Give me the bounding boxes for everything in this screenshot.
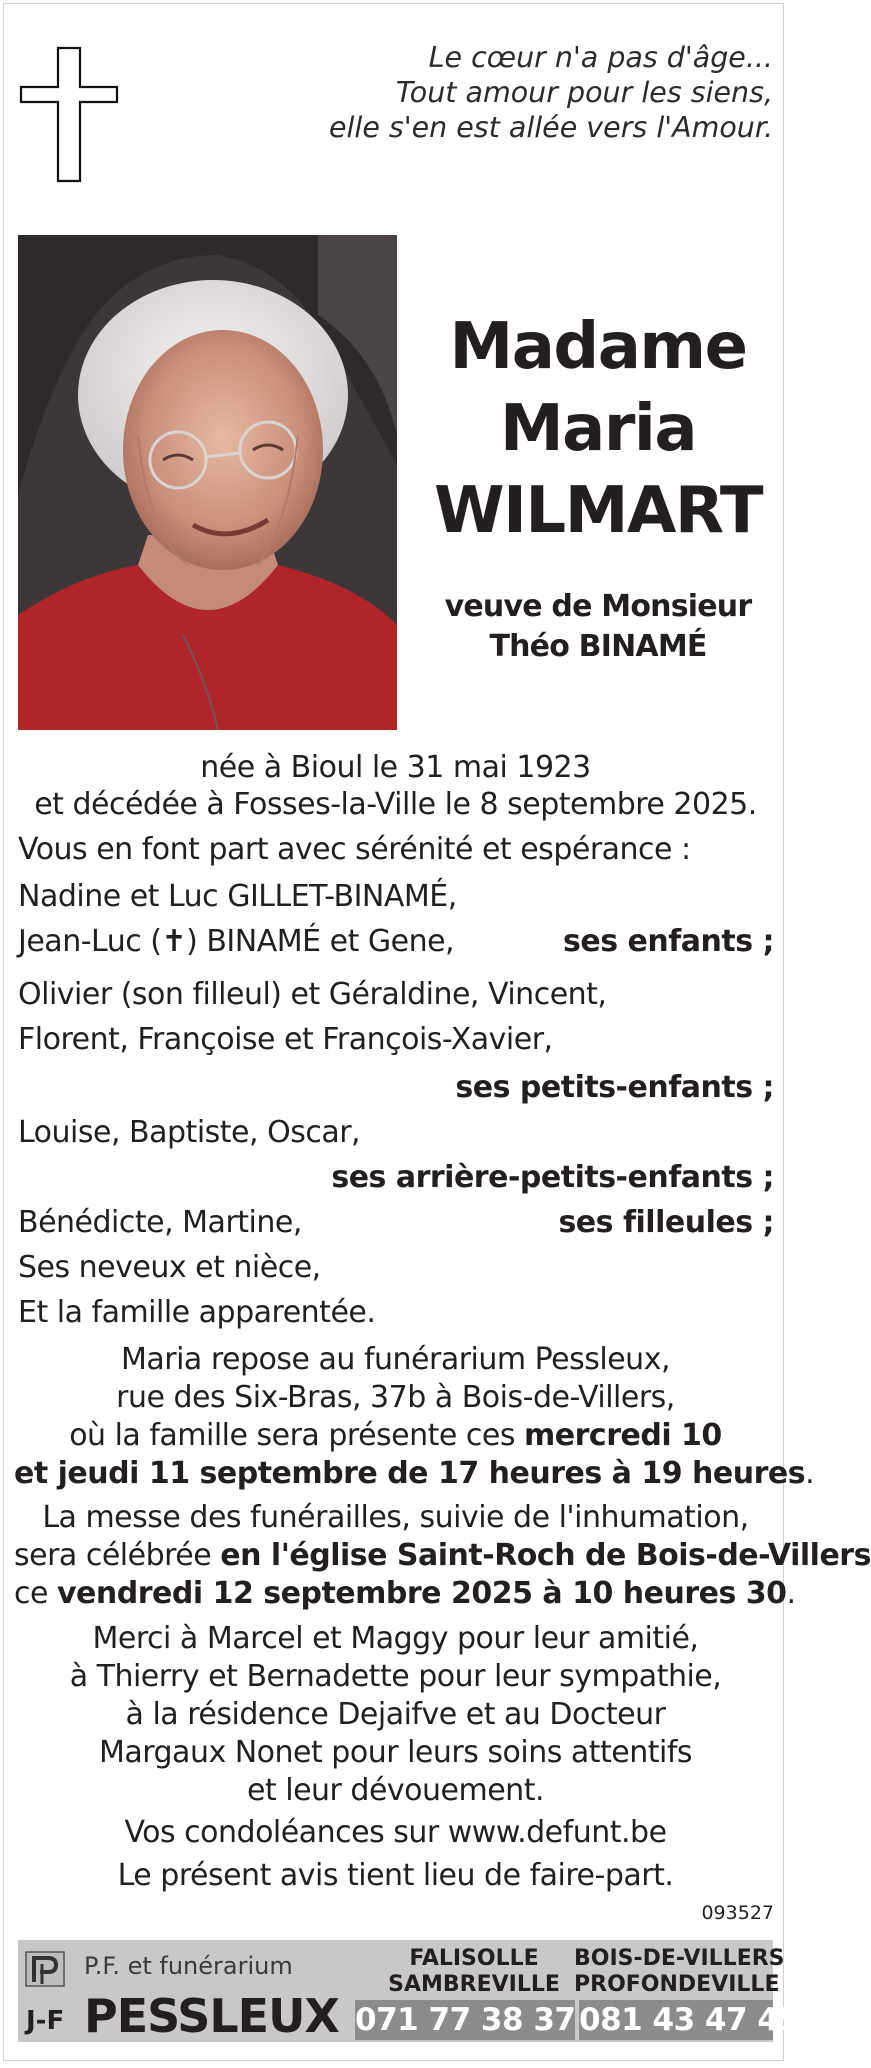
family-line: Florent, Françoise et François-Xavier, <box>18 1022 553 1057</box>
quote-line: elle s'en est allée vers l'Amour. <box>328 111 773 144</box>
epitaph-quote <box>253 40 773 145</box>
reference-number: 093527 <box>701 1902 774 1924</box>
location-label: BOIS-DE-VILLERS <box>574 1946 785 1971</box>
location-label: SAMBREVILLE <box>388 1972 560 1997</box>
mass-line: ce vendredi 12 septembre 2025 à 10 heures 30. <box>14 1576 796 1611</box>
deceased-last-name: WILMART <box>434 474 762 548</box>
death-line: et décédée à Fosses-la-Ville le 8 septembre 2025. <box>34 787 757 822</box>
condolences-line: Vos condoléances sur www.defunt.be <box>124 1815 667 1850</box>
phone-falisolle[interactable]: 071 77 38 37 <box>355 2002 576 2038</box>
mass-line: La messe des funérailles, suivie de l'inhumation, <box>42 1500 749 1535</box>
thanks-line: et leur dévouement. <box>246 1773 544 1808</box>
family-line: Bénédicte, Martine, <box>18 1205 302 1240</box>
quote-line: Le cœur n'a pas d'âge... <box>428 41 773 74</box>
phone-bois-de-villers[interactable]: 081 43 47 45 <box>579 2002 800 2038</box>
visitation-line: où la famille sera présente ces mercredi 10 <box>69 1418 722 1453</box>
thanks-line: à la résidence Dejaifve et au Docteur <box>125 1697 666 1732</box>
family-intro: Vous en font part avec sérénité et espérance : <box>18 832 691 867</box>
thanks-line: à Thierry et Bernadette pour leur sympathie, <box>69 1659 722 1694</box>
visitation-line: et jeudi 11 septembre de 17 heures à 19 heures. <box>14 1456 815 1491</box>
latin-cross-icon <box>20 47 118 182</box>
family-line: Nadine et Luc GILLET-BINAMÉ, <box>18 879 457 914</box>
portrait-photo <box>18 235 397 730</box>
mass-line: sera célébrée en l'église Saint-Roch de Bois-de-Villers <box>14 1538 871 1573</box>
family-line: Louise, Baptiste, Oscar, <box>18 1115 361 1150</box>
thanks-line: Merci à Marcel et Maggy pour leur amitié, <box>92 1621 699 1656</box>
widow-of <box>412 587 784 667</box>
family-line: Et la famille apparentée. <box>18 1295 376 1330</box>
deceased-name <box>412 306 784 552</box>
family-line: Ses neveux et nièce, <box>18 1250 321 1285</box>
pessleux-logo-icon <box>24 1950 66 1988</box>
relation-label: ses enfants ; <box>563 924 774 959</box>
family-line: Jean-Luc (✝) BINAMÉ et Gene, <box>18 924 455 959</box>
funeral-home-subtitle: P.F. et funérarium <box>84 1952 293 1980</box>
notice-line: Le présent avis tient lieu de faire-part. <box>117 1858 674 1893</box>
relation-label: ses arrière-petits-enfants ; <box>331 1160 774 1195</box>
widow-line: veuve de Monsieur <box>444 589 752 624</box>
quote-line: Tout amour pour les siens, <box>395 76 773 109</box>
location-label: FALISOLLE <box>409 1946 539 1971</box>
thanks-line: Margaux Nonet pour leurs soins attentifs <box>98 1735 693 1770</box>
location-label: PROFONDEVILLE <box>574 1972 780 1997</box>
deceased-cross-symbol: ✝ <box>161 924 187 959</box>
relation-label: ses petits-enfants ; <box>455 1070 774 1105</box>
birth-line: née à Bioul le 31 mai 1923 <box>200 750 591 785</box>
funeral-home-banner <box>18 1940 800 2043</box>
deceased-title: Madame <box>449 310 747 384</box>
visitation-line: Maria repose au funérarium Pessleux, <box>121 1342 670 1377</box>
deceased-first-name: Maria <box>499 392 697 466</box>
funeral-home-initials: J-F <box>26 2006 65 2036</box>
funeral-home-name: PESSLEUX <box>84 1989 339 2043</box>
visitation-line: rue des Six-Bras, 37b à Bois-de-Villers, <box>116 1380 675 1415</box>
family-line: Olivier (son filleul) et Géraldine, Vincent, <box>18 977 607 1012</box>
spouse-name: Théo BINAMÉ <box>489 629 707 664</box>
relation-label: ses filleules ; <box>558 1205 774 1240</box>
